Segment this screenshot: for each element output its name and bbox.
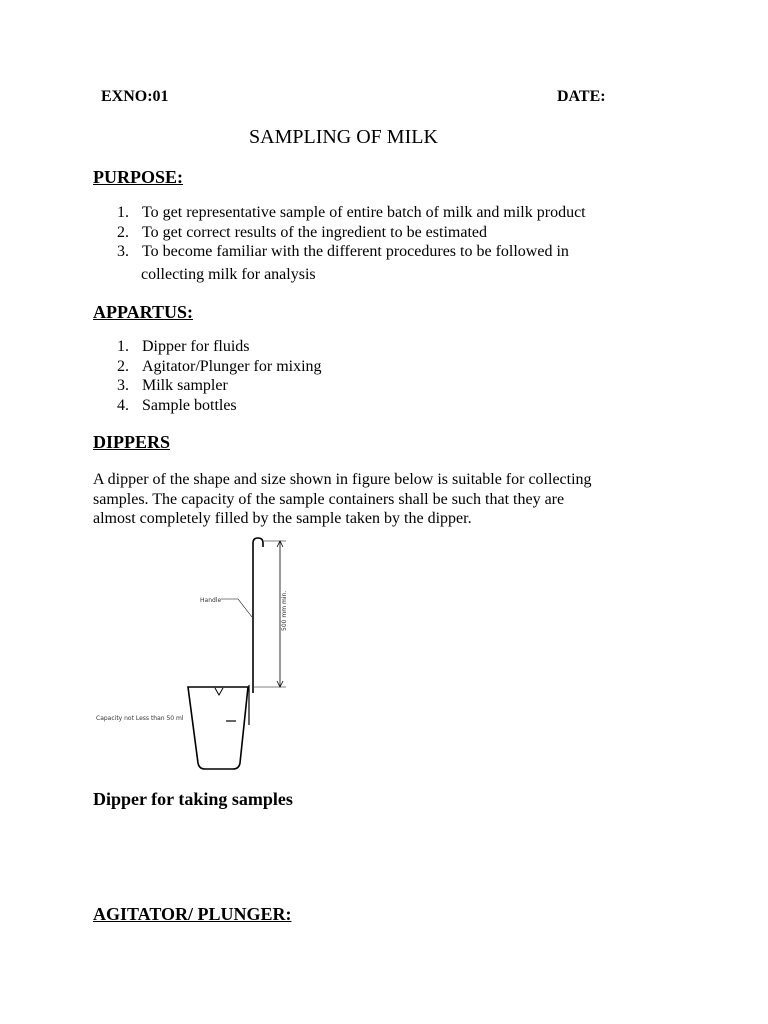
list-text: Sample bottles	[142, 397, 237, 415]
list-number: 3.	[117, 243, 129, 260]
dipper-figure	[90, 535, 305, 775]
purpose-heading: PURPOSE:	[93, 167, 183, 187]
list-text: To get representative sample of entire batch of milk and milk product	[142, 204, 586, 221]
purpose-continuation: collecting milk for analysis	[141, 266, 316, 283]
list-number: 3.	[117, 377, 129, 395]
cup-spout	[215, 688, 223, 695]
handle-label: Handle	[200, 597, 222, 604]
handle-hook	[253, 538, 263, 553]
list-text: To get correct results of the ingredient to be estimated	[142, 223, 487, 241]
list-item	[117, 358, 517, 378]
list-item	[117, 243, 677, 263]
list-number: 2.	[117, 357, 129, 375]
paragraph-line: almost completely filled by the sample taken by the dipper.	[93, 510, 472, 527]
paragraph-line: samples. The capacity of the sample containers shall be such that they are	[93, 490, 565, 508]
list-item	[117, 224, 677, 244]
handle-leader	[221, 599, 252, 617]
list-item	[117, 338, 517, 358]
dippers-heading: DIPPERS	[93, 432, 171, 452]
date-label: DATE:	[557, 88, 606, 105]
list-text: To become familiar with the different procedures to be followed in	[142, 243, 569, 260]
list-number: 2.	[117, 223, 129, 241]
paragraph-line: A dipper of the shape and size shown in figure below is suitable for collecting	[93, 471, 592, 488]
agitator-heading: AGITATOR/ PLUNGER:	[93, 904, 292, 924]
page-title: SAMPLING OF MILK	[249, 126, 438, 148]
list-text: Milk sampler	[142, 377, 228, 395]
cup-body	[188, 687, 248, 769]
list-number: 1.	[117, 338, 129, 355]
purpose-list	[117, 204, 677, 263]
apparatus-heading: APPARTUS:	[93, 302, 194, 322]
list-item	[117, 377, 517, 397]
experiment-number: EXNO:01	[101, 88, 169, 105]
list-number: 4.	[117, 397, 129, 415]
capacity-label: Capacity not Less than 50 ml	[96, 715, 184, 722]
list-number: 1.	[117, 204, 129, 221]
length-label: 500 mm min.	[281, 590, 288, 631]
dippers-paragraph	[93, 470, 693, 529]
figure-caption: Dipper for taking samples	[93, 789, 293, 809]
list-item	[117, 397, 517, 417]
list-text: Agitator/Plunger for mixing	[142, 357, 322, 375]
apparatus-list	[117, 338, 517, 417]
list-item	[117, 204, 677, 224]
list-text: Dipper for fluids	[142, 338, 250, 355]
